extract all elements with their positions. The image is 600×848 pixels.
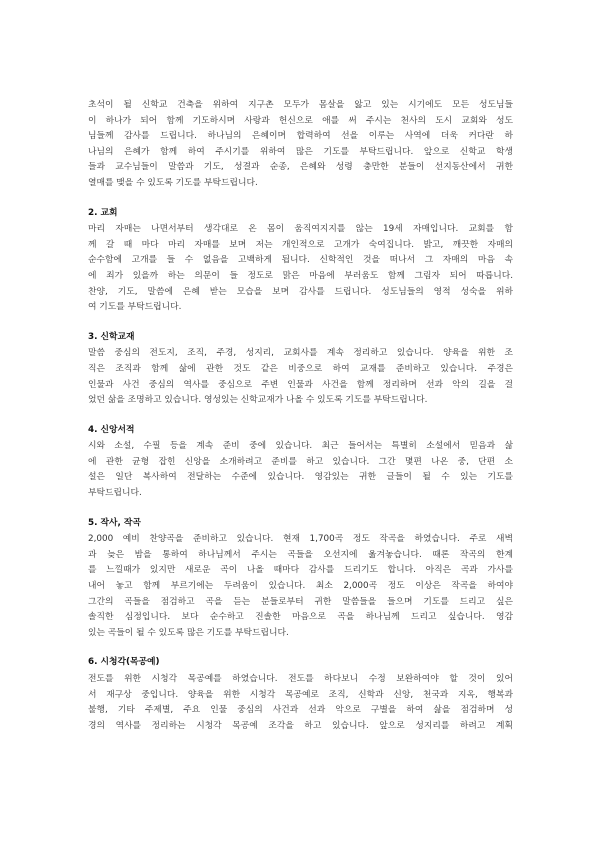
paragraph-line: 말씀 중심의 전도지, 조직, 주경, 성지리, 교회사를 계속 정리하고 있습니다. 양육을 위한 조 <box>88 348 513 359</box>
paragraph-line: 내어 놓고 함께 부르기에는 두려움이 있습니다. 최소 2,000곡 정도 이상은 작곡을 하여야 <box>88 581 513 592</box>
paragraph-line: 를 느낄때가 있지만 새로운 곡이 나올 때마다 감사를 드리기도 합니다. 아직은 곡과 가사를 <box>88 565 513 576</box>
paragraph-line: 경의 역사를 정리하는 시청각 목공예 조각을 하고 있습니다. 앞으로 성지리를 하려고 계획 <box>88 720 513 731</box>
paragraph-line: 에 죄가 있을까 하는 의문이 들 정도로 맑은 마음에 부러움도 함께 그림자 되어 따릅니다. <box>88 270 513 281</box>
document-page <box>88 98 513 734</box>
paragraph-line: 인물과 사건 중심의 역사를 중심으로 주변 인물과 사건을 함께 정리하며 선과 악의 길을 걸 <box>88 379 513 390</box>
intro-line: 나님의 은혜가 함께 하여 주시기를 위하여 많은 기도를 부탁드립니다. 앞으로 신학교 학생 <box>88 146 513 157</box>
paragraph-line: 그간의 곡들을 점검하고 곡을 듣는 분들로부터 귀한 말씀들을 들으며 기도를 드리고 싶은 <box>88 596 513 607</box>
section-songwriting <box>88 516 513 642</box>
intro-line: 님들께 감사를 드립니다. 하나님의 은혜이며 합력하여 선을 이루는 사역에 더욱 커다란 하 <box>88 131 513 142</box>
paragraph-line: 부탁드립니다. <box>88 488 142 499</box>
paragraph-line: 었던 삶을 조명하고 있습니다. 영성있는 신학교재가 나올 수 있도록 기도를 부탁드립니다. <box>88 395 428 406</box>
paragraph-line: 찬양, 기도, 말씀에 은혜 받는 모습을 보며 감사를 드립니다. 성도님들의 영적 성숙을 위하 <box>88 286 513 297</box>
paragraph-line: 에 관한 균형 잡힌 신앙을 소개하려고 준비를 하고 있습니다. 그간 몇편 나온 중, 단편 소 <box>88 456 513 467</box>
section-heading: 4. 신앙서적 <box>88 424 135 435</box>
paragraph-line: 순수함에 고개를 들 수 없음을 고백하게 됩니다. 신학적인 것을 떠나서 그 자매의 마음 속 <box>88 255 513 266</box>
paragraph-line: 과 늦은 밤을 통하여 하나님께서 주시는 곡들을 오선지에 옮겨놓습니다. 때론 작곡의 한계 <box>88 549 513 560</box>
section-theology-textbooks <box>88 330 513 409</box>
paragraph-line: 2,000 예비 찬양곡을 준비하고 있습니다. 현재 1,700곡 정도 작곡을 하였습니다. 주로 새벽 <box>88 534 513 545</box>
intro-paragraph <box>88 98 513 192</box>
section-audiovisual-woodcraft <box>88 655 513 734</box>
intro-line: 초석이 될 신학교 건축을 위하여 지구촌 모두가 몸살을 앓고 있는 시기에도 모든 성도님들 <box>88 100 513 110</box>
paragraph-line: 서 재구상 중입니다. 양육을 위한 시청각 목공예로 조직, 신학과 신앙, 천국과 지옥, 행복과 <box>88 689 513 700</box>
section-heading: 5. 작사, 작곡 <box>88 517 141 528</box>
section-faith-books <box>88 423 513 502</box>
paragraph-line: 불행, 기타 주제별, 주요 인물 중심의 사건과 선과 악으로 구별을 하여 삶을 점검하며 성 <box>88 705 513 716</box>
section-heading: 2. 교회 <box>88 207 118 218</box>
paragraph-line: 시와 소설, 수필 등을 계속 준비 중에 있습니다. 최근 들어서는 특별히 소설에서 믿음과 삶 <box>88 441 513 452</box>
intro-line: 이 하나가 되어 함께 기도하시며 사랑과 헌신으로 애를 써 주시는 천사의 도시 교회와 성도 <box>88 115 513 126</box>
paragraph-line: 여 기도를 부탁드립니다. <box>88 302 182 313</box>
paragraph-line: 마리 자매는 나면서부터 생각대로 온 몸이 움직여지지를 않는 19세 자매입니다. 교회를 함 <box>88 224 513 235</box>
section-church <box>88 206 513 316</box>
intro-line: 열매를 맺을 수 있도록 기도를 부탁드립니다. <box>88 177 258 188</box>
paragraph-line: 있는 곡들이 될 수 있도록 많은 기도를 부탁드립니다. <box>88 627 289 638</box>
section-heading: 3. 신학교재 <box>88 331 135 342</box>
section-heading: 6. 시청각(목공예) <box>88 657 160 668</box>
intro-line: 들과 교수님들이 말씀과 기도, 성결과 순종, 은혜와 성령 충만한 분들이 선지동산에서 귀한 <box>88 162 513 173</box>
paragraph-line: 직은 조직과 함께 삶에 관한 것도 같은 비중으로 하여 교재를 준비하고 있습니다. 주경은 <box>88 363 513 374</box>
paragraph-line: 께 갈 때 마다 마리 자매를 보며 저는 개인적으로 고개가 숙여집니다. 밝고, 깨끗한 자매의 <box>88 239 513 250</box>
paragraph-line: 설은 일단 복사하여 전달하는 수준에 있습니다. 영감있는 귀한 글들이 될 수 있는 기도를 <box>88 472 513 483</box>
paragraph-line: 전도를 위한 시청각 목공예를 하였습니다. 전도를 하다보니 수정 보완하여야 할 것이 있어 <box>88 674 513 684</box>
paragraph-line: 솔직한 심정입니다. 보다 순수하고 진솔한 마음으로 곡을 하나님께 드리고 싶습니다. 영감 <box>88 612 513 623</box>
